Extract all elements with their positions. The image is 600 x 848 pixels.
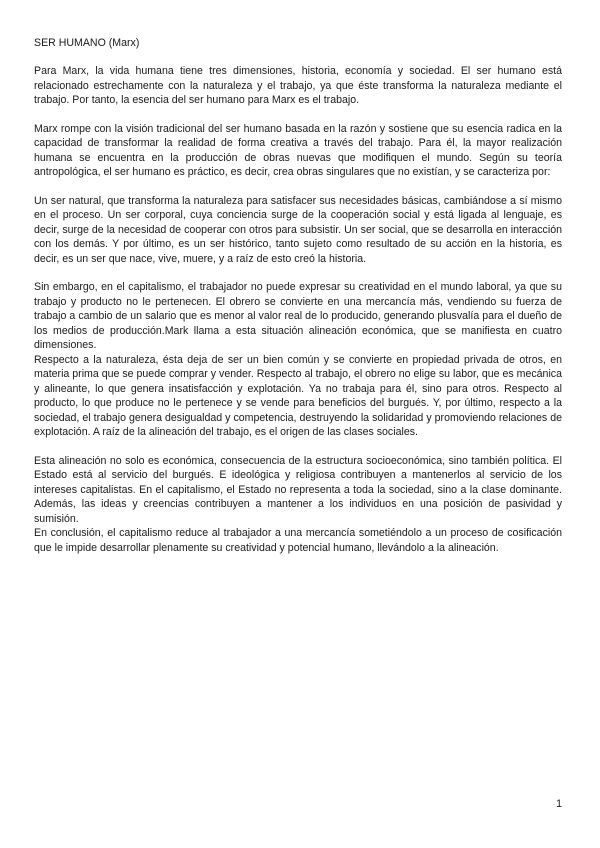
paragraph-conclusion: En conclusión, el capitalismo reduce al trabajador a una mercancía sometiéndolo a un proceso de cosificación que le impide desarrollar plenamente su creatividad y potencial humano, llevándolo a la alineación. [34, 527, 562, 554]
document-title: SER HUMANO (Marx) [34, 37, 140, 49]
paragraph-characteristics: Un ser natural, que transforma la naturaleza para satisfacer sus necesidades básicas, cambiándose a sí mismo en el proceso. Un ser corporal, cuya conciencia surge de la cooperación social y está ligada al lenguaje, es decir, surge de la necesidad de cooperar con otros para subsistir. Un ser social, que se desarrolla en interacción con los demás. Y por último, es un ser histórico, tanto sujeto como resultado de su acción en la historia, es decir, es un ser que nace, vive, muere, y a raíz de esto creó la historia. [34, 194, 562, 265]
paragraph-political-alienation: Esta alineación no solo es económica, consecuencia de la estructura socioeconómica, sino también política. El Estado está al servicio del burgués. E ideológica y religiosa contribuyen a mantenerlos al servicio de los intereses capitalistas. En el capitalismo, el Estado no representa a toda la sociedad, sino a la clase dominante. Además, las ideas y creencias contribuyen a mantener a los individuos en una posición de pasividad y sumisión. [34, 454, 562, 525]
paragraph-alienation-dimensions: Respecto a la naturaleza, ésta deja de ser un bien común y se convierte en propiedad privada de otros, en materia prima que se puede comprar y vender. Respecto al trabajo, el obrero no elige su labor, que es mecánica y alineante, lo que genera insatisfacción y explotación. Ya no trabaja para él, sino para otros. Respecto al producto, lo que produce no le pertenece y se vende para beneficios del burgués. Y, por último, respecto a la sociedad, el trabajo genera desigualdad y competencia, destruyendo la solidaridad y promoviendo relaciones de explotación. A raíz de la alineación del trabajo, es el origen de las clases sociales. [34, 353, 562, 438]
paragraph-marx-vision: Marx rompe con la visión tradicional del ser humano basada en la razón y sostiene que su esencia radica en la capacidad de transformar la realidad de forma creativa a través del trabajo. Para él, la mayor realización humana se encuentra en la producción de obras nuevas que modifiquen el mundo. Según su teoría antropológica, el ser humano es práctico, es decir, crea obras singulares que no existían, y se caracteriza por: [34, 122, 562, 178]
paragraph-intro: Para Marx, la vida humana tiene tres dimensiones, historia, economía y sociedad. El ser humano está relacionado estrechamente con la naturaleza y el trabajo, ya que éste transforma la naturaleza mediante el trabajo. Por tanto, la esencia del ser humano para Marx es el trabajo. [34, 65, 562, 106]
page-number: 1 [556, 798, 562, 810]
document-page [34, 36, 562, 555]
paragraph-capitalism: Sin embargo, en el capitalismo, el trabajador no puede expresar su creatividad en el mundo laboral, ya que su trabajo y producto no le pertenecen. El obrero se convierte en una mercancía más, vendiendo su fuerza de trabajo a cambio de un salario que es menor al valor real de lo producido, generando plusvalía para el dueño de los medios de producción.Mark llama a esta situación alineación económica, que se manifiesta en cuatro dimensiones. [34, 281, 562, 351]
